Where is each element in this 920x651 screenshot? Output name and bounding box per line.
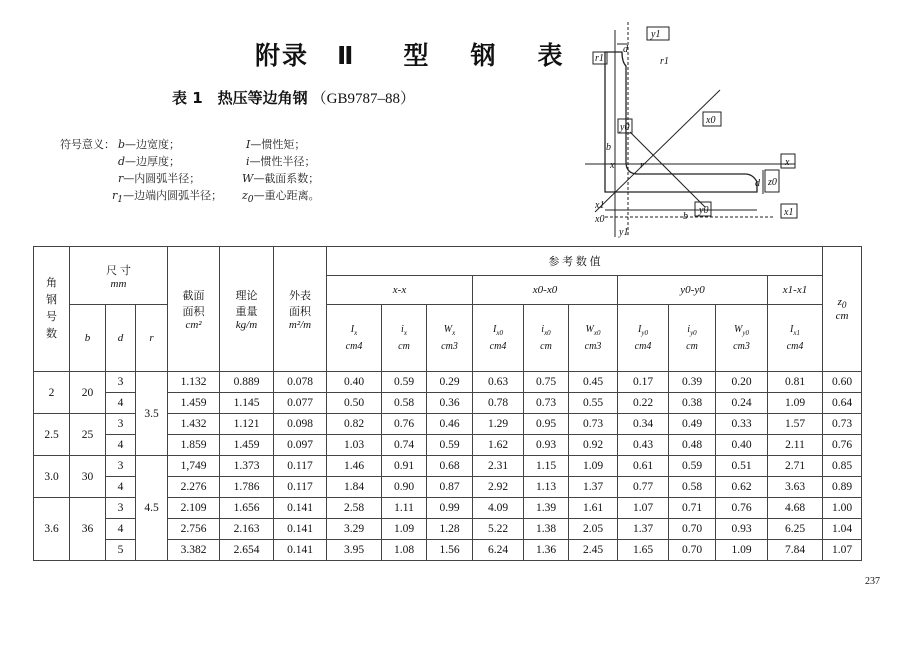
subheader-cell: $I_{x1}$ cm4	[768, 305, 823, 372]
title-part: Ⅱ	[337, 41, 356, 70]
table-cell: 4	[106, 519, 136, 540]
table-cell: 0.38	[669, 393, 716, 414]
table-cell: 0.40	[716, 435, 768, 456]
table-cell: 0.61	[618, 456, 669, 477]
group-x1-x1: x1-x1	[768, 276, 823, 305]
table-cell: 0.60	[823, 372, 862, 393]
subheader-cell: $W_{x0}$ cm3	[569, 305, 618, 372]
diagram-label: x	[785, 157, 790, 168]
table-cell: 0.889	[220, 372, 274, 393]
table-cell: 2.276	[168, 477, 220, 498]
diagram-label: r	[640, 160, 644, 171]
header-area: 截面 面积 cm²	[168, 247, 220, 372]
table-cell: 0.76	[716, 498, 768, 519]
page-title	[255, 36, 593, 72]
table-cell: 0.82	[327, 414, 382, 435]
table-cell: 2.109	[168, 498, 220, 519]
table-cell: 0.078	[274, 372, 327, 393]
table-cell: 4	[106, 435, 136, 456]
table-cell: 30	[70, 456, 106, 498]
diagram-label: d	[623, 44, 628, 55]
table-cell: 0.92	[569, 435, 618, 456]
table-cell: 1.656	[220, 498, 274, 519]
legend-intro: 符号意义：	[60, 138, 115, 151]
header-weight: 理论 重量 kg/m	[220, 247, 274, 372]
table-cell: 0.74	[382, 435, 427, 456]
table-cell: 1.84	[327, 477, 382, 498]
table-cell: 0.33	[716, 414, 768, 435]
table-cell: 0.63	[473, 372, 524, 393]
table-cell: 1.121	[220, 414, 274, 435]
table-cell: 0.58	[382, 393, 427, 414]
table-cell: 2.71	[768, 456, 823, 477]
table-cell: 4	[106, 393, 136, 414]
table-cell: 0.90	[382, 477, 427, 498]
angle-steel-table	[33, 246, 862, 561]
table-cell: 0.77	[618, 477, 669, 498]
table-cell: 0.78	[473, 393, 524, 414]
group-y0-y0: y0-y0	[618, 276, 768, 305]
diagram-label: y1	[651, 29, 661, 40]
page-number: 237	[865, 576, 880, 587]
table-cell: 1.09	[569, 456, 618, 477]
table-cell: 3.95	[327, 540, 382, 561]
table-cell: 0.40	[327, 372, 382, 393]
table-cell: 1.459	[220, 435, 274, 456]
diagram-label: r1	[660, 56, 669, 67]
table-cell: 0.22	[618, 393, 669, 414]
table-cell: 1.65	[618, 540, 669, 561]
table-cell: 0.17	[618, 372, 669, 393]
diagram-label: b	[683, 211, 688, 222]
title-part: 附录	[255, 41, 310, 70]
title-part: 钢	[470, 41, 498, 70]
table-cell: 5	[106, 540, 136, 561]
table-cell: 1.459	[168, 393, 220, 414]
table-cell: 1.37	[569, 477, 618, 498]
table-cell: 1.859	[168, 435, 220, 456]
diagram-label: b	[606, 142, 611, 153]
header-surface: 外表 面积 m²/m	[274, 247, 327, 372]
table-cell: 3.6	[34, 498, 70, 561]
header-b: b	[70, 305, 106, 372]
table-cell: 0.39	[669, 372, 716, 393]
title-part: 表	[537, 41, 565, 70]
table-row	[34, 456, 862, 477]
subheader-cell: $I_{y0}$ cm4	[618, 305, 669, 372]
table-cell: 1.39	[524, 498, 569, 519]
table-cell: 2.756	[168, 519, 220, 540]
table-caption	[172, 87, 415, 108]
table-cell: 1.373	[220, 456, 274, 477]
table-cell: 1.07	[823, 540, 862, 561]
header-angle-no: 角 钢 号 数	[34, 247, 70, 372]
table-cell: 0.50	[327, 393, 382, 414]
table-cell: 4.5	[136, 456, 168, 561]
table-cell: 1.09	[382, 519, 427, 540]
legend-item: $z_0—$重心距离。	[242, 189, 320, 206]
table-cell: 1.62	[473, 435, 524, 456]
legend-item: i—惯性半径；	[246, 155, 316, 168]
table-cell: 3.29	[327, 519, 382, 540]
table-cell: 2.31	[473, 456, 524, 477]
table-cell: 0.141	[274, 519, 327, 540]
table-cell: 3.0	[34, 456, 70, 498]
table-cell: 0.68	[427, 456, 473, 477]
table-cell: 4.68	[768, 498, 823, 519]
legend-item: $r_1—$边端内圆弧半径；	[112, 189, 223, 206]
table-cell: 0.141	[274, 498, 327, 519]
table-cell: 0.81	[768, 372, 823, 393]
table-cell: 0.55	[569, 393, 618, 414]
subheader-cell: $i_x$ cm	[382, 305, 427, 372]
table-cell: 1.132	[168, 372, 220, 393]
legend-item: b—边宽度；	[118, 138, 181, 151]
table-cell: 0.59	[382, 372, 427, 393]
table-cell: 1.07	[618, 498, 669, 519]
table-cell: 2.45	[569, 540, 618, 561]
table-cell: 1.38	[524, 519, 569, 540]
diagram-label: r1	[595, 53, 604, 64]
table-cell: 0.95	[524, 414, 569, 435]
table-cell: 1.03	[327, 435, 382, 456]
table-row	[34, 372, 862, 393]
table-cell: 0.098	[274, 414, 327, 435]
table-cell: 25	[70, 414, 106, 456]
diagram-label: d	[755, 178, 760, 189]
table-cell: 0.48	[669, 435, 716, 456]
table-cell: 0.20	[716, 372, 768, 393]
table-cell: 0.36	[427, 393, 473, 414]
table-cell: 0.70	[669, 540, 716, 561]
subheader-cell: $W_x$ cm3	[427, 305, 473, 372]
table-cell: 2	[34, 372, 70, 414]
header-dims: 尺 寸 mm	[70, 247, 168, 305]
subheader-cell: $W_{y0}$ cm3	[716, 305, 768, 372]
table-cell: 2.05	[569, 519, 618, 540]
table-cell: 0.141	[274, 540, 327, 561]
table-cell: 1.37	[618, 519, 669, 540]
table-cell: 0.85	[823, 456, 862, 477]
table-cell: 2.5	[34, 414, 70, 456]
subheader-cell: $I_{x0}$ cm4	[473, 305, 524, 372]
header-d: d	[106, 305, 136, 372]
table-cell: 1.29	[473, 414, 524, 435]
table-cell: 2.58	[327, 498, 382, 519]
table-cell: 0.99	[427, 498, 473, 519]
table-cell: 3.63	[768, 477, 823, 498]
table-cell: 1.11	[382, 498, 427, 519]
table-cell: 2.163	[220, 519, 274, 540]
table-cell: 0.70	[669, 519, 716, 540]
table-cell: 2.92	[473, 477, 524, 498]
table-cell: 0.077	[274, 393, 327, 414]
diagram-label: y0	[699, 205, 709, 216]
table-cell: 2.654	[220, 540, 274, 561]
subheader-cell: $i_{y0}$ cm	[669, 305, 716, 372]
table-cell: 1.09	[716, 540, 768, 561]
table-cell: 0.59	[427, 435, 473, 456]
table-cell: 1.00	[823, 498, 862, 519]
table-cell: 5.22	[473, 519, 524, 540]
table-cell: 20	[70, 372, 106, 414]
diagram-label: x1	[595, 200, 605, 211]
table-cell: 0.71	[669, 498, 716, 519]
table-cell: 3	[106, 372, 136, 393]
table-cell: 6.24	[473, 540, 524, 561]
table-cell: 3	[106, 414, 136, 435]
legend-item: r—内圆弧半径；	[118, 172, 201, 185]
table-cell: 1.04	[823, 519, 862, 540]
table-caption-label: 表 1 热压等边角钢	[172, 89, 308, 107]
table-cell: 36	[70, 498, 106, 561]
table-cell: 1.145	[220, 393, 274, 414]
table-cell: 3	[106, 498, 136, 519]
table-cell: 0.43	[618, 435, 669, 456]
table-cell: 0.75	[524, 372, 569, 393]
table-cell: 1.57	[768, 414, 823, 435]
legend-item: W—截面系数；	[242, 172, 320, 185]
table-cell: 0.097	[274, 435, 327, 456]
table-cell: 1,749	[168, 456, 220, 477]
table-cell: 0.45	[569, 372, 618, 393]
diagram-label: z0	[768, 177, 777, 188]
table-cell: 0.73	[823, 414, 862, 435]
legend-item: d—边厚度；	[118, 155, 181, 168]
table-cell: 0.76	[382, 414, 427, 435]
table-cell: 2.11	[768, 435, 823, 456]
table-cell: 0.117	[274, 456, 327, 477]
table-cell: 0.73	[569, 414, 618, 435]
table-cell: 0.87	[427, 477, 473, 498]
group-x-x: x-x	[327, 276, 473, 305]
table-cell: 1.786	[220, 477, 274, 498]
table-cell: 1.15	[524, 456, 569, 477]
table-cell: 6.25	[768, 519, 823, 540]
subheader-cell: $I_x$ cm4	[327, 305, 382, 372]
diagram-label: x	[610, 160, 615, 171]
header-ref: 参 考 数 值	[327, 247, 823, 276]
table-cell: 1.13	[524, 477, 569, 498]
table-cell: 0.93	[716, 519, 768, 540]
title-part: 型	[403, 41, 431, 70]
diagram-label: x0	[706, 115, 716, 126]
header-r: r	[136, 305, 168, 372]
diagram-label: y0	[620, 122, 630, 133]
table-cell: 0.49	[669, 414, 716, 435]
diagram-label: x1	[784, 207, 794, 218]
table-cell: 0.51	[716, 456, 768, 477]
table-cell: 0.76	[823, 435, 862, 456]
subheader-cell: $i_{x0}$ cm	[524, 305, 569, 372]
table-caption-code: （GB9787–88）	[311, 91, 416, 107]
table-cell: 3.382	[168, 540, 220, 561]
table-cell: 0.89	[823, 477, 862, 498]
table-cell: 1.36	[524, 540, 569, 561]
table-cell: 0.91	[382, 456, 427, 477]
table-cell: 3	[106, 456, 136, 477]
table-cell: 0.73	[524, 393, 569, 414]
table-cell: 1.61	[569, 498, 618, 519]
table-cell: 0.34	[618, 414, 669, 435]
table-cell: 1.56	[427, 540, 473, 561]
table-cell: 1.432	[168, 414, 220, 435]
table-cell: 4.09	[473, 498, 524, 519]
header-z0: $z_0$ cm	[823, 247, 862, 372]
table-cell: 1.28	[427, 519, 473, 540]
table-cell: 0.58	[669, 477, 716, 498]
diagram-label: y1	[619, 227, 629, 238]
table-cell: 0.24	[716, 393, 768, 414]
table-cell: 4	[106, 477, 136, 498]
table-cell: 0.117	[274, 477, 327, 498]
legend-item: I—惯性矩；	[246, 138, 306, 151]
table-cell: 0.59	[669, 456, 716, 477]
table-cell: 3.5	[136, 372, 168, 456]
table-cell: 1.46	[327, 456, 382, 477]
table-cell: 0.46	[427, 414, 473, 435]
table-cell: 1.08	[382, 540, 427, 561]
group-x0-x0: x0-x0	[473, 276, 618, 305]
table-cell: 0.64	[823, 393, 862, 414]
table-cell: 0.62	[716, 477, 768, 498]
table-cell: 0.93	[524, 435, 569, 456]
table-cell: 0.29	[427, 372, 473, 393]
table-cell: 7.84	[768, 540, 823, 561]
diagram-label: x0	[595, 214, 605, 225]
table-cell: 1.09	[768, 393, 823, 414]
angle-section-diagram	[585, 22, 810, 240]
